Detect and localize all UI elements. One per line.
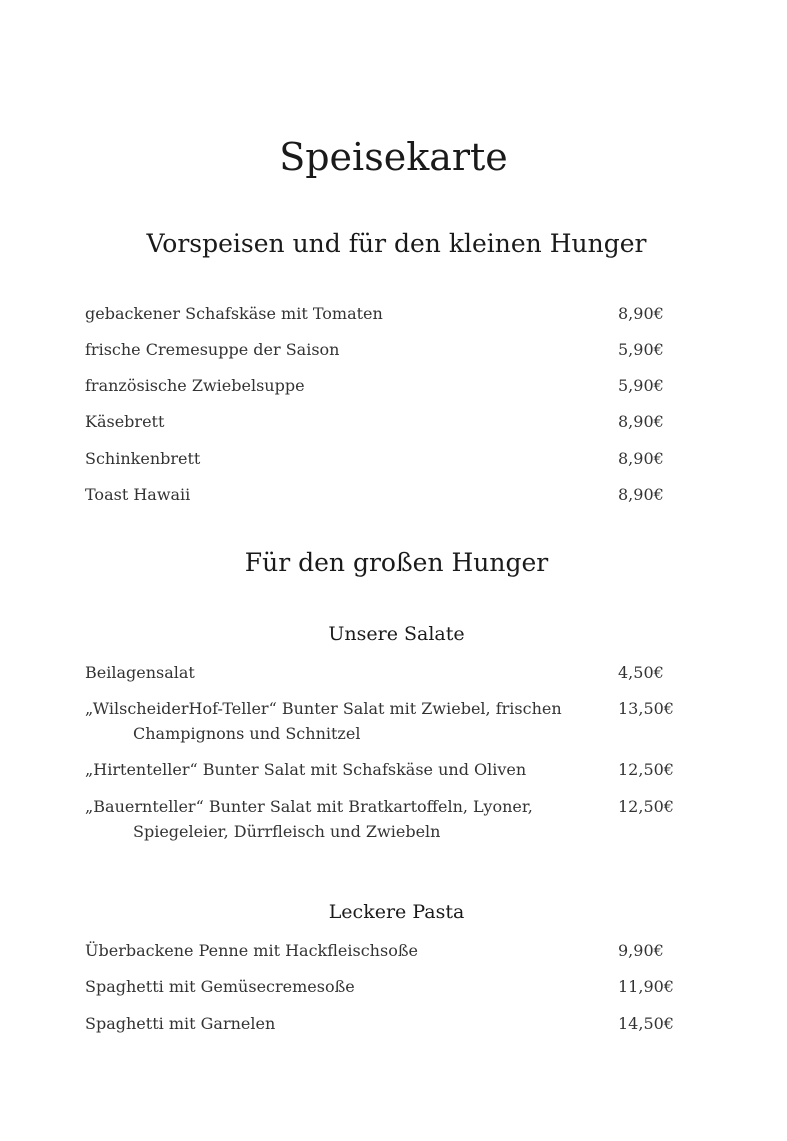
item-price: 8,90€ xyxy=(618,485,664,504)
item-price: 14,50€ xyxy=(618,1014,674,1033)
item-price: 8,90€ xyxy=(618,412,664,431)
section-heading-mains: Für den großen Hunger xyxy=(244,548,549,577)
item-price: 9,90€ xyxy=(618,941,664,960)
item-name: Käsebrett xyxy=(85,412,165,431)
item-price: 4,50€ xyxy=(618,663,664,682)
item-name: Schinkenbrett xyxy=(85,449,201,468)
item-price: 5,90€ xyxy=(618,340,664,359)
item-name: „Bauernteller“ Bunter Salat mit Bratkartoffeln, Lyoner, xyxy=(85,797,533,816)
item-name: „WilscheiderHof-Teller“ Bunter Salat mit Zwiebel, frischen xyxy=(85,699,562,718)
item-price: 13,50€ xyxy=(618,699,674,718)
item-name: gebackener Schafskäse mit Tomaten xyxy=(85,304,383,323)
subheading-salads: Unsere Salate xyxy=(328,623,465,645)
item-price: 12,50€ xyxy=(618,797,674,816)
item-name-continued: Spiegeleier, Dürrfleisch und Zwiebeln xyxy=(133,822,441,841)
item-price: 5,90€ xyxy=(618,376,664,395)
item-name: Spaghetti mit Gemüsecremesoße xyxy=(85,977,355,996)
page-title: Speisekarte xyxy=(279,135,508,179)
item-name: französische Zwiebelsuppe xyxy=(85,376,305,395)
item-name: Beilagensalat xyxy=(85,663,195,682)
item-price: 8,90€ xyxy=(618,304,664,323)
section-heading-starters: Vorspeisen und für den kleinen Hunger xyxy=(146,229,647,258)
item-name: Überbackene Penne mit Hackfleischsoße xyxy=(85,941,418,960)
item-name: Toast Hawaii xyxy=(85,485,191,504)
subheading-pasta: Leckere Pasta xyxy=(328,901,465,923)
item-name: frische Cremesuppe der Saison xyxy=(85,340,340,359)
item-price: 12,50€ xyxy=(618,760,674,779)
item-price: 8,90€ xyxy=(618,449,664,468)
item-name: „Hirtenteller“ Bunter Salat mit Schafskäse und Oliven xyxy=(85,760,527,779)
item-name-continued: Champignons und Schnitzel xyxy=(133,724,361,743)
item-name: Spaghetti mit Garnelen xyxy=(85,1014,276,1033)
item-price: 11,90€ xyxy=(618,977,674,996)
